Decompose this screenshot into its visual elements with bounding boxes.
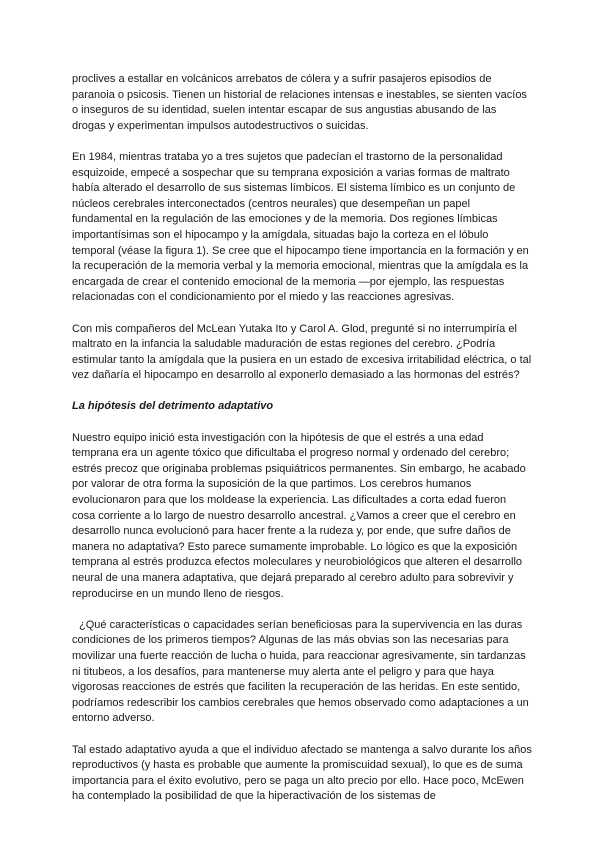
document-page	[72, 72, 532, 821]
body-paragraph: Tal estado adaptativo ayuda a que el individuo afectado se mantenga a salvo durante los años reproductivos (y hasta es probable que aumente la promiscuidad sexual), lo que es de suma importancia para el éxito evolutivo, pero se paga un alto precio por ello. Hace poco, McEwen ha contemplado la posibilidad de que la hiperactivación de los sistemas de	[72, 743, 532, 803]
body-paragraph: En 1984, mientras trataba yo a tres sujetos que padecían el trastorno de la personalidad esquizoide, empecé a sospechar que su temprana exposición a varias formas de maltrato había alterado el desarrollo de sus sistemas límbicos. El sistema límbico es un conjunto de núcleos cerebrales interconectados (centros neurales) que desempeñan un papel fundamental en la regulación de las emociones y de la memoria. Dos regiones límbicas importantísimas son el hipocampo y la amígdala, situadas bajo la corteza en el lóbulo temporal (véase la figura 1). Se cree que el hipocampo tiene importancia en la formación y en la recuperación de la memoria verbal y la memoria emocional, mientras que la amígdala es la encargada de crear el contenido emocional de la memoria —por ejemplo, las respuestas relacionadas con el condicionamiento por el miedo y las reacciones agresivas.	[72, 150, 529, 304]
body-paragraph: ¿Qué características o capacidades serían beneficiosas para la supervivencia en las duras condiciones de los primeros tiempos? Algunas de las más obvias son las necesarias para movilizar una fuerte reacción de lucha o huida, para reaccionar agresivamente, sin tardanzas ni titubeos, a los desafíos, para mantenerse muy alerta ante el peligro y para que haya vigorosas reacciones de estrés que faciliten la recuperación de las heridas. En este sentido, podríamos redescribir los cambios cerebrales que hemos observado como adaptaciones a un entorno adverso.	[72, 618, 529, 725]
body-paragraph: Con mis compañeros del McLean Yutaka Ito y Carol A. Glod, pregunté si no interrumpiría el maltrato en la infancia la saludable maduración de estas regiones del cerebro. ¿Podría estimular tanto la amígdala que la pusiera en un estado de excesiva irritabilidad eléctrica, o tal vez dañaría el hipocampo en desarrollo al exponerlo demasiado a las hormonas del estrés?	[72, 322, 532, 382]
section-heading: La hipótesis del detrimento adaptativo	[72, 400, 274, 413]
body-paragraph: Nuestro equipo inició esta investigación con la hipótesis de que el estrés a una edad temprana era un agente tóxico que dificultaba el progreso normal y ordenado del cerebro; estrés precoz que originaba problemas psiquiátricos permanentes. Sin embargo, he acabado por valorar de otra forma la suposición de la que partimos. Los cerebros humanos evolucionaron para que los moldease la experiencia. Las dificultades a corta edad fueron cosa corriente a lo largo de nuestro desarrollo ancestral. ¿Vamos a creer que el cerebro en desarrollo nunca evolucionó para hacer frente a la rudeza y, por ende, que sufre daños de manera no adaptativa? Esto parece sumamente improbable. Lo lógico es que la exposición temprana al estrés produzca efectos moleculares y neurobiológicos que alteren el desarrollo neural de una manera adaptativa, que dejará preparado al cerebro adulto para sobrevivir y reproducirse en un mundo lleno de riesgos.	[72, 431, 526, 600]
body-paragraph: proclives a estallar en volcánicos arrebatos de cólera y a sufrir pasajeros episodios de paranoia o psicosis. Tienen un historial de relaciones intensas e inestables, se sienten vacíos o inseguros de su identidad, suelen intentar escapar de sus angustias abusando de las drogas y experimentan impulsos autodestructivos o suicidas.	[72, 73, 527, 132]
